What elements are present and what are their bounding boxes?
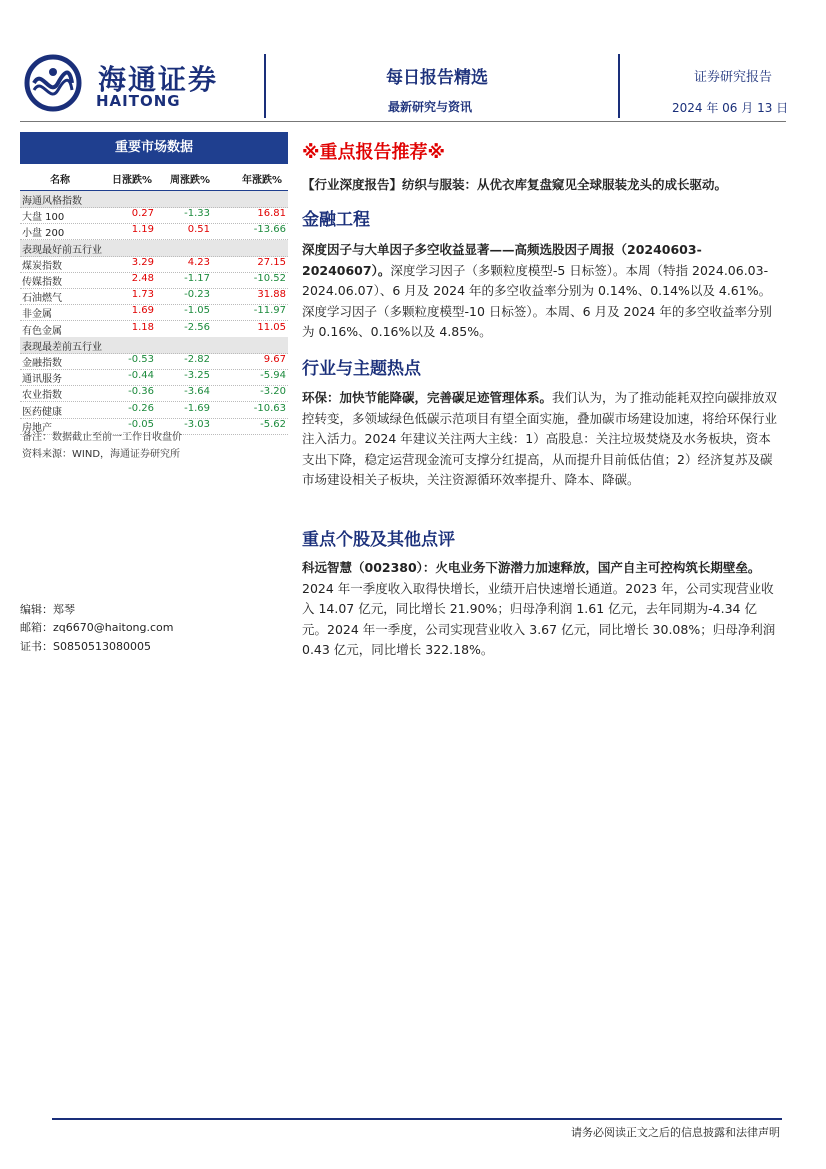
paragraph-lead: 科远智慧（002380）：火电业务下游潜力加速释放，国产自主可控构筑长期壁垒。	[302, 560, 761, 575]
table-section-label	[20, 191, 288, 208]
year-change: -10.52	[253, 273, 286, 284]
section-title: 金融工程	[302, 210, 370, 230]
section-paragraph	[302, 558, 780, 661]
paragraph-body: 深度学习因子（多颗粒度模型-5 日标签）。本周（特指 2024.06.03-2024.06.07）、6 月及 2024 年的多空收益率分别为 0.14%、0.14%以及 4.61%。深度学习因子（多颗粒度模型-10 日标签）。本周、6 月及 2024 年的多空收益率分别为 0.16%、0.16%以及 4.85%。	[302, 262, 772, 339]
email: 邮箱：zq6670@haitong.com	[20, 621, 174, 634]
table-row	[20, 402, 288, 419]
year-change: 27.15	[257, 256, 286, 268]
col-year: 年涨跌%	[242, 175, 283, 186]
report-date: 2024 年 06 月 13 日	[672, 101, 789, 115]
day-change: 1.73	[131, 289, 154, 301]
footer-disclaimer: 请务必阅读正文之后的信息披露和法律声明	[571, 1126, 780, 1139]
day-change: 0.27	[131, 208, 154, 220]
table-section-label	[20, 337, 288, 354]
row-name: 煤炭指数	[22, 260, 62, 272]
section-paragraph	[302, 388, 780, 491]
col-name: 名称	[50, 175, 70, 186]
day-change: -0.36	[128, 386, 154, 398]
certificate: 证书：S0850513080005	[20, 640, 151, 653]
table-row	[20, 256, 288, 273]
week-change: -1.33	[184, 208, 210, 220]
section-label: 表现最差前五行业	[22, 341, 102, 353]
week-change: -0.23	[184, 289, 210, 301]
report-type: 证券研究报告	[694, 70, 773, 85]
week-change: -1.05	[184, 305, 210, 317]
table-row	[20, 304, 288, 321]
year-change: 11.05	[257, 321, 286, 333]
row-name: 金融指数	[22, 358, 62, 369]
day-change: -0.53	[128, 354, 154, 365]
col-week: 周涨跌%	[170, 175, 211, 186]
paragraph-lead: 深度因子与大单因子多空收益显著——高频选股因子周报（20240603-20240607）。	[302, 242, 702, 278]
row-name: 房地产	[22, 422, 52, 434]
recommend-heading: ※重点报告推荐※	[302, 142, 445, 163]
day-change: 1.18	[131, 321, 154, 333]
table-note: 备注：数据截止至前一工作日收盘价	[22, 432, 182, 443]
year-change: -11.97	[253, 305, 286, 317]
paragraph-body: 2024 年一季度收入取得快增长，业绩开启快速增长通道。2023 年，公司实现营业收入 14.07 亿元，同比增长 21.90%；归母净利润 1.61 亿元，去年同期为-4.34 亿元。2024 年一季度，公司实现营业收入 3.67 亿元，同比增长 30.08%；归母净利润 0.43 亿元，同比增长 322.18%。	[302, 580, 776, 657]
year-change: -10.63	[253, 402, 286, 414]
day-change: 1.19	[131, 224, 154, 236]
week-change: 4.23	[187, 256, 210, 268]
row-name: 非金属	[22, 309, 52, 321]
table-row	[20, 369, 288, 386]
week-change: -3.03	[184, 418, 210, 430]
logo-chinese: 海通证券	[98, 63, 219, 96]
year-change: -13.66	[253, 224, 286, 236]
row-name: 农业指数	[22, 390, 62, 402]
row-name: 通讯服务	[22, 374, 62, 386]
week-change: -3.64	[184, 386, 210, 398]
row-name: 医药健康	[22, 406, 62, 418]
col-day: 日涨跌%	[112, 175, 153, 186]
market-table-title: 重要市场数据	[20, 132, 288, 164]
day-change: -0.26	[128, 402, 154, 414]
report-title: 每日报告精选	[386, 68, 488, 88]
table-row	[20, 353, 288, 370]
table-row	[20, 321, 288, 338]
year-change: -5.62	[260, 418, 286, 430]
table-row	[20, 385, 288, 402]
table-row	[20, 272, 288, 289]
table-row	[20, 288, 288, 305]
week-change: -1.69	[184, 402, 210, 414]
table-row	[20, 207, 288, 224]
week-change: -2.56	[184, 321, 210, 333]
logo-english: HAITONG	[96, 92, 181, 110]
row-name: 大盘 100	[22, 212, 65, 224]
table-row	[20, 223, 288, 240]
section-label: 表现最好前五行业	[22, 244, 102, 256]
row-name: 有色金属	[22, 325, 62, 337]
recommend-item: 【行业深度报告】纺织与服装：从优衣库复盘窥见全球服装龙头的成长驱动。	[302, 177, 728, 192]
year-change: -5.94	[260, 370, 286, 382]
header-divider	[264, 54, 266, 118]
table-section-label	[20, 240, 288, 257]
day-change: 3.29	[131, 256, 154, 268]
paragraph-lead: 环保：加快节能降碳，完善碳足迹管理体系。	[302, 390, 553, 405]
year-change: 9.67	[263, 354, 286, 365]
week-change: -1.17	[184, 273, 210, 284]
footer-rule	[52, 1118, 782, 1120]
day-change: -0.05	[128, 418, 154, 430]
haitong-logo-icon	[24, 54, 82, 112]
header-rule	[20, 121, 786, 122]
section-title: 重点个股及其他点评	[302, 530, 455, 550]
day-change: -0.44	[128, 370, 154, 382]
section-label: 海通风格指数	[22, 196, 82, 207]
row-name: 石油燃气	[22, 293, 62, 305]
week-change: -2.82	[184, 354, 210, 365]
section-title: 行业与主题热点	[302, 359, 421, 379]
year-change: 16.81	[257, 208, 286, 220]
section-paragraph	[302, 240, 780, 343]
day-change: 2.48	[131, 273, 154, 284]
week-change: 0.51	[187, 224, 210, 236]
day-change: 1.69	[131, 305, 154, 317]
paragraph-body: 我们认为，为了推动能耗双控向碳排放双控转变，多领域绿色低碳示范项目有望全面实施，叠加碳市场建设加速，将给环保行业注入活力。2024 年建议关注两大主线：1）高股息：关注垃圾焚烧及水务板块，资本支出下降，稳定运营现金流可支撑分红提高，从而提升目前低估值；2）经济复苏及碳市场建设相关子板块，关注资源循环效率提升、降本、降碳。	[302, 390, 778, 487]
row-name: 传媒指数	[22, 277, 62, 288]
table-source: 资料来源：WIND，海通证券研究所	[22, 449, 181, 460]
year-change: 31.88	[257, 289, 286, 301]
row-name: 小盘 200	[22, 228, 65, 240]
report-subtitle: 最新研究与资讯	[388, 100, 473, 114]
year-change: -3.20	[260, 386, 286, 398]
market-table-header	[20, 164, 288, 191]
week-change: -3.25	[184, 370, 210, 382]
editor: 编辑：郑琴	[20, 603, 75, 616]
header-divider	[618, 54, 620, 118]
